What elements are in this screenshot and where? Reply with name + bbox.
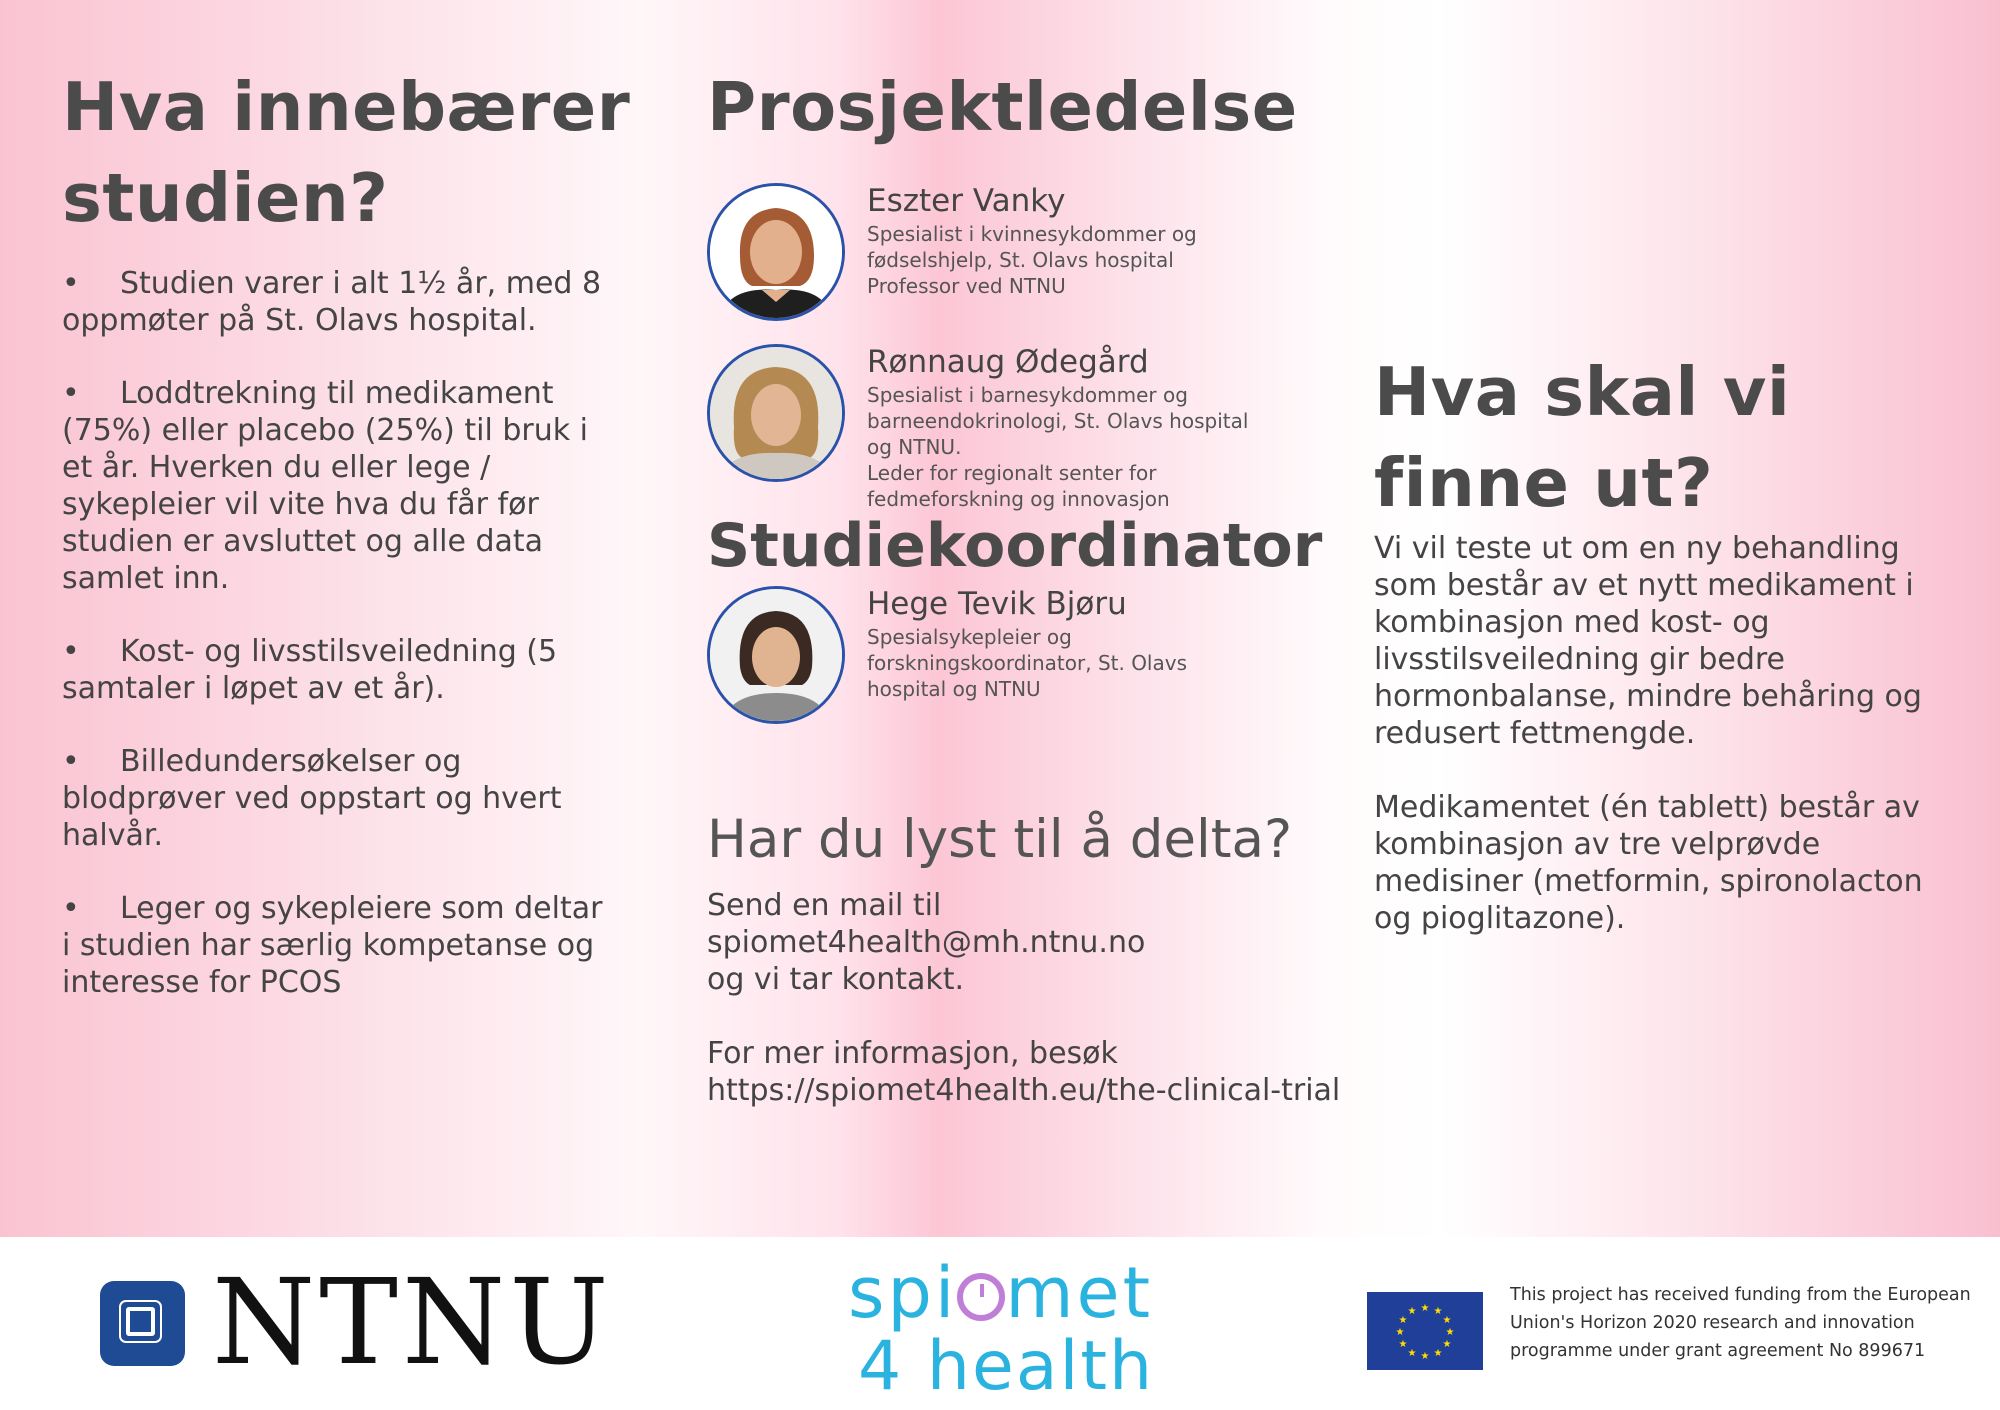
- svg-text:★: ★: [1442, 1339, 1452, 1350]
- list-item-text: Leger og sykepleiere som deltar i studien har særlig kompetanse og interesse for PCOS: [62, 891, 603, 1000]
- left-title-line2: studien?: [62, 159, 389, 237]
- cta-title: Har du lyst til å delta?: [707, 809, 1293, 870]
- person-desc-line: barneendokrinologi, St. Olavs hospital: [867, 409, 1249, 433]
- health-logo-text: 4 health: [858, 1327, 1155, 1406]
- person-name: Hege Tevik Bjøru: [867, 586, 1127, 622]
- person-description: [867, 221, 1287, 299]
- svg-text:★: ★: [1445, 1327, 1455, 1338]
- list-item: [62, 633, 617, 707]
- ntnu-logo-icon: [100, 1281, 185, 1366]
- list-item-text: Studien varer i alt 1½ år, med 8 oppmøter på St. Olavs hospital.: [62, 266, 602, 338]
- person-desc-line: Spesialist i kvinnesykdommer og: [867, 222, 1197, 246]
- right-paragraph: Vi vil teste ut om en ny behandling som består av et nytt medikament i kombinasjon med kost- og livsstilsveiledning gir bedre hormonbalanse, mindre behåring og redusert fettmengde.: [1374, 531, 1922, 751]
- cta-block: [707, 887, 1347, 1109]
- svg-text:★: ★: [1395, 1327, 1405, 1338]
- person-desc-line: Professor ved NTNU: [867, 274, 1066, 298]
- svg-text:★: ★: [1398, 1339, 1408, 1350]
- eu-flag-icon: [1367, 1292, 1483, 1370]
- person-desc-line: fedmeforskning og innovasjon: [867, 487, 1170, 511]
- svg-text:★: ★: [1407, 1306, 1417, 1317]
- info-url-link[interactable]: https://spiomet4health.eu/the-clinical-trial: [707, 1073, 1341, 1108]
- spiomet-o-icon: [957, 1273, 1005, 1321]
- avatar: [707, 183, 845, 321]
- person-description: [867, 382, 1287, 512]
- list-item: [62, 375, 617, 597]
- right-paragraph: Medikamentet (én tablett) består av kombinasjon av tre velprøvde medisiner (metformin, spironolacton og pioglitazone).: [1374, 790, 1923, 936]
- svg-text:★: ★: [1420, 1303, 1430, 1314]
- spacer: [707, 998, 1347, 1035]
- person-desc-line: og NTNU.: [867, 435, 962, 459]
- person-description: [867, 624, 1287, 702]
- person-desc-line: hospital og NTNU: [867, 677, 1041, 701]
- bullet-symbol: •: [62, 891, 80, 926]
- list-item-text: Billedundersøkelser og blodprøver ved oppstart og hvert halvår.: [62, 744, 562, 853]
- person-card-ronnaug-odegard: [707, 344, 1327, 511]
- svg-text:★: ★: [1433, 1348, 1443, 1359]
- person-name: Rønnaug Ødegård: [867, 344, 1149, 380]
- person-name: Eszter Vanky: [867, 183, 1066, 219]
- info-line: For mer informasjon, besøk: [707, 1036, 1118, 1071]
- right-title-line1: Hva skal vi: [1374, 353, 1791, 431]
- svg-text:★: ★: [1420, 1351, 1430, 1362]
- list-item: [62, 743, 617, 854]
- list-item-text: Kost- og livsstilsveiledning (5 samtaler i løpet av et år).: [62, 634, 558, 706]
- list-item-text: Loddtrekning til medikament (75%) eller placebo (25%) til bruk i et år. Hverken du eller lege / sykepleier vil vite hva du får før studien er avsluttet og alle data samlet inn.: [62, 376, 588, 596]
- person-card-hege-tevik-bjoru: [707, 586, 1327, 726]
- left-title: [62, 62, 630, 244]
- person-card-eszter-vanky: [707, 183, 1327, 323]
- svg-text:★: ★: [1398, 1315, 1408, 1326]
- avatar: [707, 344, 845, 482]
- list-item: [62, 890, 617, 1001]
- bullet-symbol: •: [62, 266, 80, 301]
- leadership-title: Prosjektledelse: [707, 68, 1298, 146]
- cta-line: og vi tar kontakt.: [707, 962, 965, 997]
- spiomet-logo: [848, 1252, 1154, 1334]
- cta-email-link[interactable]: spiomet4health@mh.ntnu.no: [707, 925, 1146, 960]
- right-text: [1374, 530, 1944, 974]
- ntnu-wordmark: NTNU: [212, 1253, 613, 1391]
- bullet-symbol: •: [62, 376, 80, 411]
- cta-line: Send en mail til: [707, 888, 942, 923]
- spiomet-text-pre: spi: [848, 1252, 958, 1334]
- left-title-line1: Hva innebærer: [62, 68, 631, 146]
- person-desc-line: fødselshjelp, St. Olavs hospital: [867, 248, 1174, 272]
- svg-text:★: ★: [1442, 1315, 1452, 1326]
- avatar: [707, 586, 845, 724]
- ntnu-logo-core: [130, 1311, 151, 1332]
- person-desc-line: Spesialsykepleier og: [867, 625, 1072, 649]
- right-title: [1374, 347, 1790, 529]
- svg-text:★: ★: [1407, 1348, 1417, 1359]
- bullet-symbol: •: [62, 744, 80, 779]
- person-desc-line: forskningskoordinator, St. Olavs: [867, 651, 1187, 675]
- coordinator-title: Studiekoordinator: [707, 511, 1323, 581]
- right-title-line2: finne ut?: [1374, 444, 1714, 522]
- svg-text:★: ★: [1433, 1306, 1443, 1317]
- footer: [0, 1237, 2000, 1410]
- list-item: [62, 265, 617, 339]
- eu-funding-text: This project has received funding from the European Union's Horizon 2020 research and innovation programme under grant agreement No 899671: [1510, 1285, 1971, 1361]
- bullet-symbol: •: [62, 634, 80, 669]
- study-details-list: [62, 265, 617, 1037]
- person-desc-line: Leder for regionalt senter for: [867, 461, 1157, 485]
- person-desc-line: Spesialist i barnesykdommer og: [867, 383, 1188, 407]
- spiomet-text-post: met: [1005, 1252, 1154, 1334]
